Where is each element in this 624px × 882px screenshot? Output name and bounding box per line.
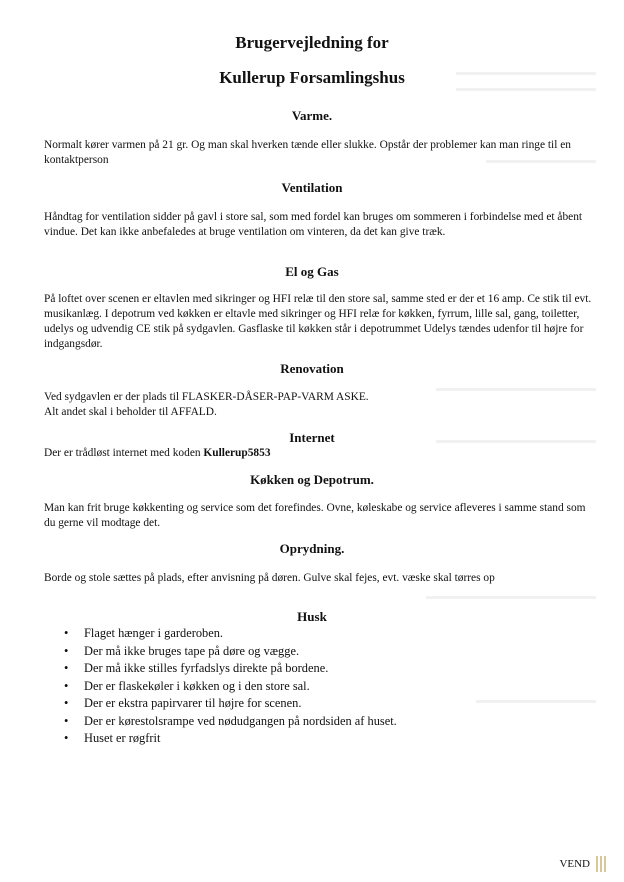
list-item-text: Der er flaskekøler i køkken og i den store sal. — [84, 678, 310, 693]
list-item-text: Huset er røgfrit — [84, 731, 161, 745]
binding-marks-icon — [596, 856, 606, 872]
paragraph-renovation-line1: Ved sydgavlen er der plads til FLASKER-DÅSER-PAP-VARM ASKE. — [44, 391, 369, 403]
bullet: • — [64, 626, 69, 640]
list-item — [64, 678, 397, 696]
document-title-line1: Brugervejledning for — [235, 33, 389, 52]
list-item — [64, 695, 397, 713]
heading-ventilation: Ventilation — [281, 180, 343, 195]
list-item — [64, 643, 397, 661]
list-item — [64, 660, 397, 678]
internet-code: Kullerup5853 — [203, 447, 271, 459]
husk-list — [64, 625, 397, 748]
bullet: • — [64, 643, 69, 658]
paragraph-oprydning: Borde og stole sættes på plads, efter anvisning på døren. Gulve skal fejes, evt. væske skal tørres op — [44, 572, 495, 584]
paragraph-varme: Normalt kører varmen på 21 gr. Og man skal hverken tænde eller slukke. Opstår der problemer kan man ringe til en kontaktperson — [44, 139, 571, 166]
heading-husk: Husk — [297, 609, 327, 624]
heading-oprydning: Oprydning. — [279, 541, 345, 556]
heading-kokken: Køkken og Depotrum. — [250, 472, 374, 487]
list-item-text: Flaget hænger i garderoben. — [84, 626, 224, 640]
bullet: • — [64, 661, 69, 675]
list-item — [64, 730, 397, 748]
list-item — [64, 625, 397, 643]
paragraph-renovation-line2: Alt andet skal i beholder til AFFALD. — [44, 406, 217, 418]
document-title-line2: Kullerup Forsamlingshus — [219, 68, 405, 87]
paragraph-internet — [44, 446, 592, 461]
list-item-text: Der er ekstra papirvarer til højre for scenen. — [84, 696, 302, 710]
paragraph-kokken: Man kan frit bruge køkkenting og service som det forefindes. Ovne, køleskabe og service afleveres i samme stand som du gerne vil modtage det. — [44, 502, 586, 529]
bleed-through-mark — [426, 596, 596, 599]
list-item-text: Der må ikke bruges tape på døre og vægge. — [84, 643, 300, 658]
bullet: • — [64, 696, 69, 710]
bullet: • — [64, 678, 69, 693]
bleed-through-mark — [476, 700, 596, 703]
list-item-text: Der må ikke stilles fyrfadslys direkte på bordene. — [84, 661, 329, 675]
bleed-through-mark — [456, 88, 596, 91]
internet-text: Der er trådløst internet med koden — [44, 447, 204, 459]
heading-renovation: Renovation — [280, 361, 344, 376]
bullet: • — [64, 713, 69, 728]
page-footer — [559, 856, 606, 872]
heading-internet: Internet — [289, 430, 335, 445]
heading-el-gas: El og Gas — [285, 264, 339, 279]
turn-page-label: VEND — [559, 858, 590, 870]
bullet: • — [64, 731, 69, 745]
paragraph-el-gas: På loftet over scenen er eltavlen med sikringer og HFI relæ til den store sal, samme sted er der et 16 amp. Ce stik til evt. musikanlæg. I depotrum ved køkken er eltavle med sikringer og HFI relæ for køkken, fyrrum, lille sal, gang, toiletter, udelys og udvendig CE stik på sydgavlen. Gasflaske til køkken står i depotrummet Udelys tændes udenfor til højre for indgangsdør. — [44, 293, 592, 350]
heading-varme: Varme. — [291, 108, 333, 123]
list-item-text: Der er kørestolsrampe ved nødudgangen på nordsiden af huset. — [84, 713, 397, 728]
list-item — [64, 713, 397, 731]
paragraph-ventilation: Håndtag for ventilation sidder på gavl i store sal, som med fordel kan bruges om sommeren i forbindelse med et åbent vindue. Det kan ikke anbefaledes at bruge ventilation om vinteren, da det kan give træk. — [44, 211, 583, 238]
